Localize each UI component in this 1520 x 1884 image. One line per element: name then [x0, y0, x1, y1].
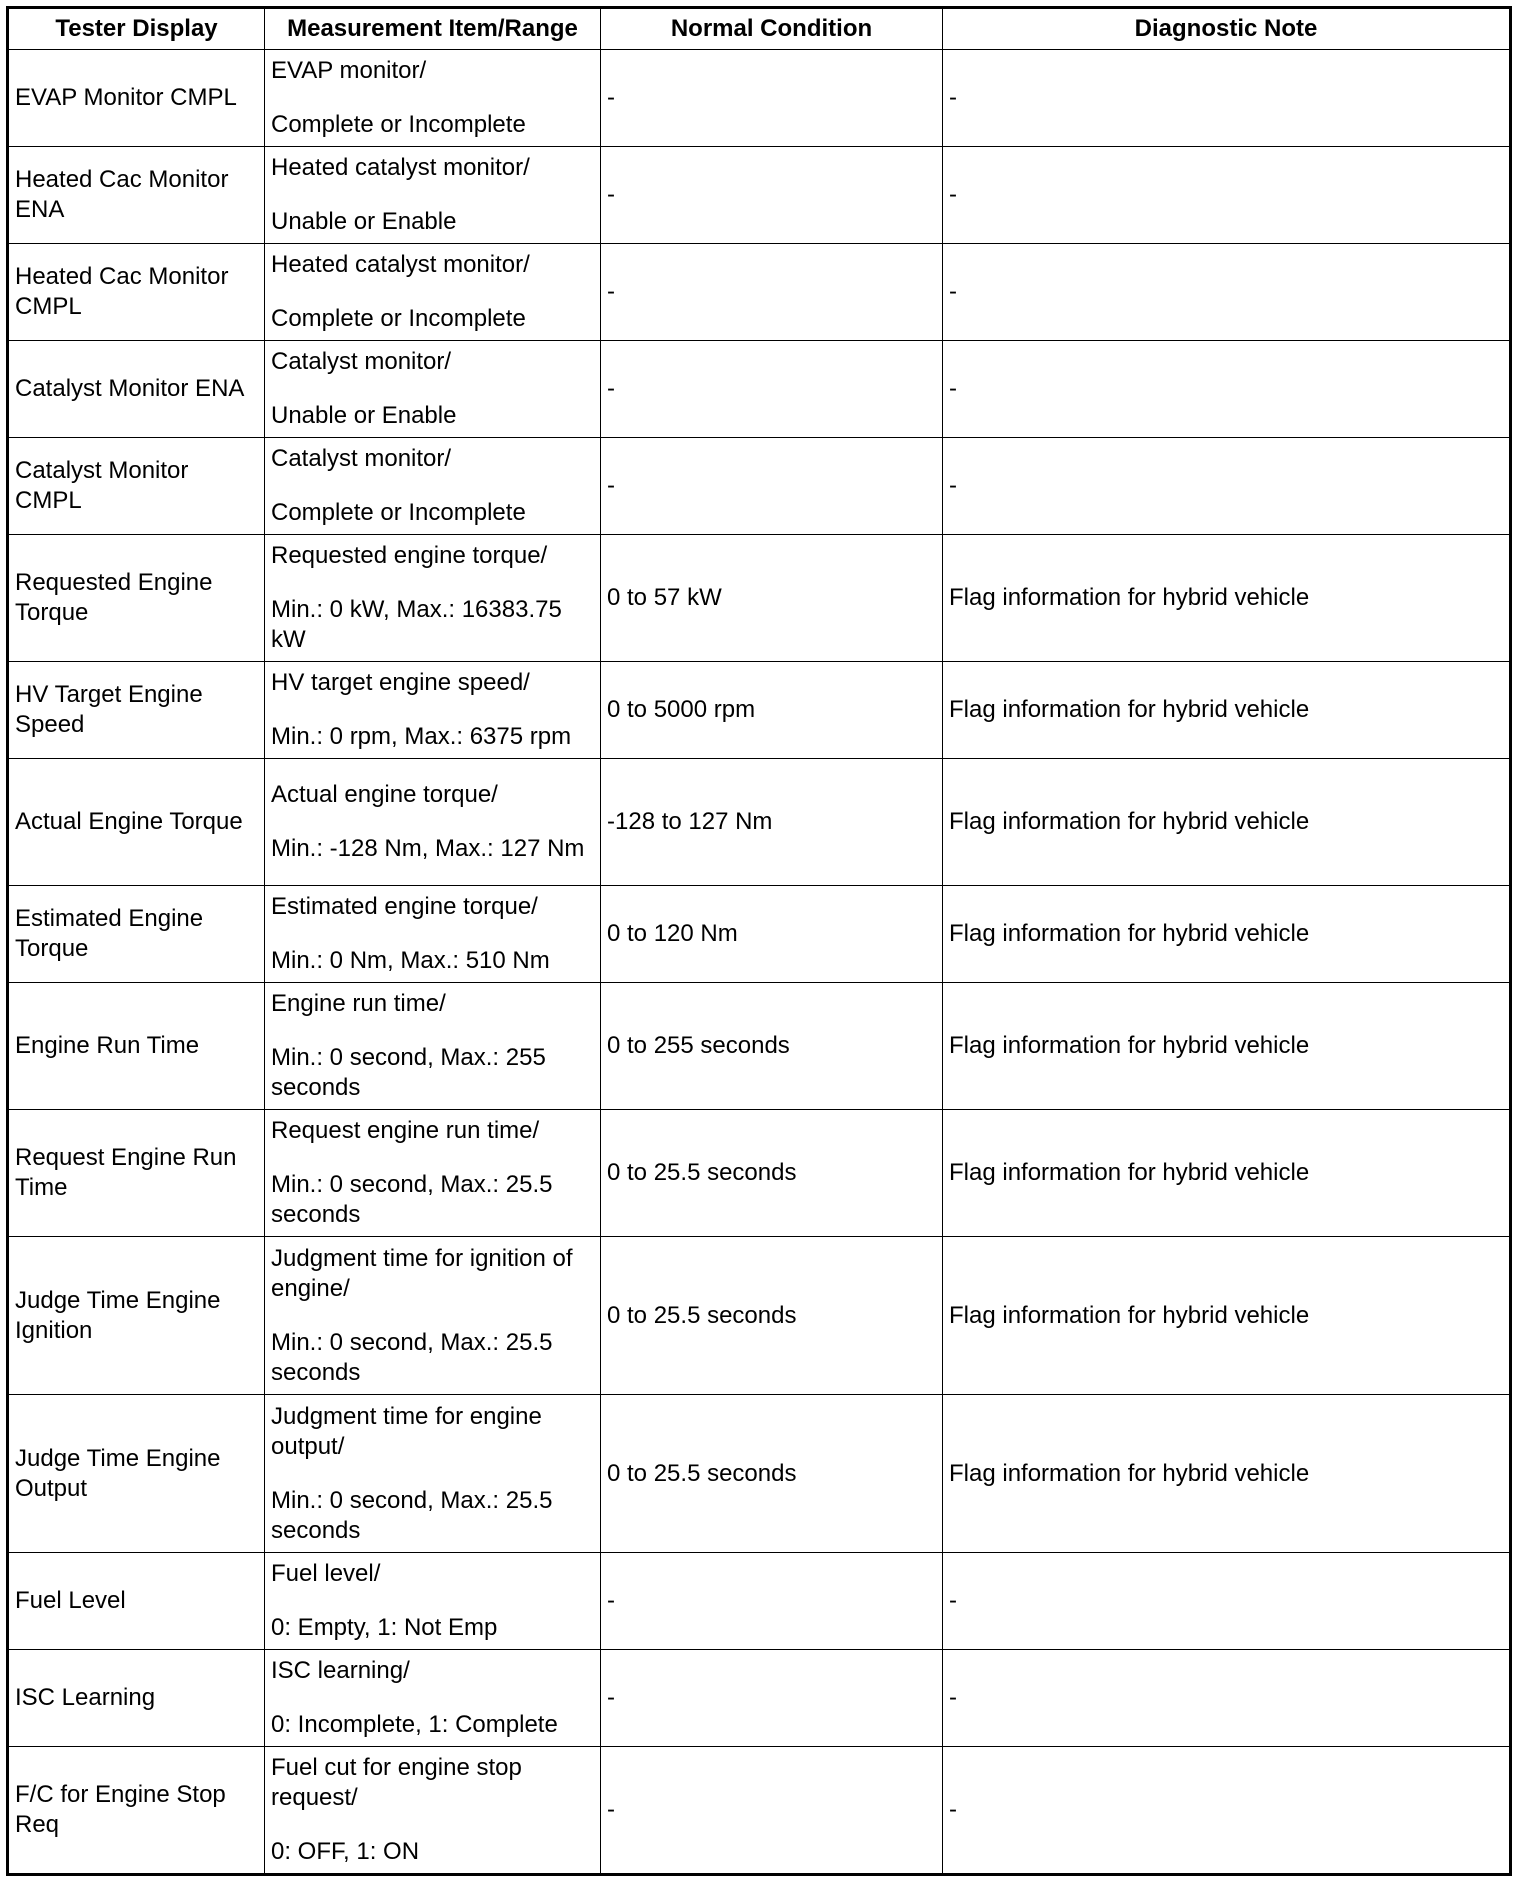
cell-diagnostic-note: -: [943, 244, 1511, 341]
cell-tester-display: Actual Engine Torque: [8, 759, 265, 886]
measurement-range: Min.: 0 second, Max.: 25.5 seconds: [271, 1328, 553, 1386]
cell-diagnostic-note: -: [943, 50, 1511, 147]
measurement-range: Unable or Enable: [271, 402, 457, 429]
cell-normal-condition: -: [601, 1747, 943, 1875]
cell-normal-condition: -: [601, 1553, 943, 1650]
table-row: [8, 983, 1511, 1110]
table-row: [8, 147, 1511, 244]
cell-tester-display: Heated Cac Monitor CMPL: [8, 244, 265, 341]
measurement-item: ISC learning/: [271, 1657, 410, 1684]
header-measurement-item-range: Measurement Item/Range: [265, 8, 601, 50]
cell-tester-display: Fuel Level: [8, 1553, 265, 1650]
cell-diagnostic-note: Flag information for hybrid vehicle: [943, 759, 1511, 886]
table-row: [8, 1553, 1511, 1650]
cell-diagnostic-note: Flag information for hybrid vehicle: [943, 535, 1511, 662]
cell-tester-display: Request Engine Run Time: [8, 1110, 265, 1237]
cell-normal-condition: 0 to 120 Nm: [601, 886, 943, 983]
cell-tester-display: Judge Time Engine Output: [8, 1395, 265, 1553]
cell-normal-condition: -128 to 127 Nm: [601, 759, 943, 886]
cell-tester-display: Heated Cac Monitor ENA: [8, 147, 265, 244]
measurement-item: Requested engine torque/: [271, 542, 548, 569]
cell-measurement: [265, 341, 601, 438]
cell-tester-display: ISC Learning: [8, 1650, 265, 1747]
cell-diagnostic-note: Flag information for hybrid vehicle: [943, 886, 1511, 983]
cell-measurement: [265, 1110, 601, 1237]
measurement-item: Heated catalyst monitor/: [271, 251, 530, 278]
table-row: [8, 244, 1511, 341]
cell-normal-condition: -: [601, 244, 943, 341]
data-list-table: [6, 6, 1512, 1876]
cell-tester-display: F/C for Engine Stop Req: [8, 1747, 265, 1875]
cell-diagnostic-note: -: [943, 1747, 1511, 1875]
cell-measurement: [265, 1395, 601, 1553]
cell-diagnostic-note: -: [943, 147, 1511, 244]
measurement-item: Estimated engine torque/: [271, 893, 538, 920]
table-row: [8, 1395, 1511, 1553]
cell-measurement: [265, 535, 601, 662]
header-diagnostic-note: Diagnostic Note: [943, 8, 1511, 50]
table-row: [8, 1110, 1511, 1237]
measurement-item: Fuel level/: [271, 1560, 381, 1587]
table-row: [8, 1237, 1511, 1395]
measurement-range: 0: OFF, 1: ON: [271, 1838, 420, 1865]
cell-normal-condition: 0 to 255 seconds: [601, 983, 943, 1110]
table-row: [8, 1747, 1511, 1875]
cell-tester-display: Requested Engine Torque: [8, 535, 265, 662]
header-normal-condition: Normal Condition: [601, 8, 943, 50]
measurement-item: Engine run time/: [271, 990, 446, 1017]
measurement-range: Complete or Incomplete: [271, 111, 526, 138]
measurement-range: Min.: 0 second, Max.: 255 seconds: [271, 1044, 546, 1101]
cell-normal-condition: 0 to 25.5 seconds: [601, 1237, 943, 1395]
cell-normal-condition: 0 to 25.5 seconds: [601, 1110, 943, 1237]
measurement-range: Min.: 0 second, Max.: 25.5 seconds: [271, 1486, 553, 1544]
cell-measurement: [265, 50, 601, 147]
cell-diagnostic-note: -: [943, 1553, 1511, 1650]
measurement-range: Min.: 0 kW, Max.: 16383.75 kW: [271, 596, 562, 653]
table-row: [8, 50, 1511, 147]
cell-tester-display: Catalyst Monitor CMPL: [8, 438, 265, 535]
table-row: [8, 341, 1511, 438]
cell-measurement: [265, 244, 601, 341]
cell-tester-display: Estimated Engine Torque: [8, 886, 265, 983]
cell-diagnostic-note: Flag information for hybrid vehicle: [943, 1110, 1511, 1237]
cell-normal-condition: 0 to 5000 rpm: [601, 662, 943, 759]
measurement-item: Request engine run time/: [271, 1117, 540, 1144]
header-tester-display: Tester Display: [8, 8, 265, 50]
cell-measurement: [265, 1650, 601, 1747]
measurement-item: Judgment time for engine output/: [271, 1402, 542, 1460]
cell-normal-condition: -: [601, 341, 943, 438]
cell-measurement: [265, 1747, 601, 1875]
table-row: [8, 662, 1511, 759]
cell-diagnostic-note: -: [943, 341, 1511, 438]
measurement-item: Fuel cut for engine stop request/: [271, 1754, 522, 1811]
measurement-range: 0: Empty, 1: Not Emp: [271, 1614, 498, 1641]
cell-diagnostic-note: Flag information for hybrid vehicle: [943, 662, 1511, 759]
cell-diagnostic-note: Flag information for hybrid vehicle: [943, 983, 1511, 1110]
measurement-item: Catalyst monitor/: [271, 348, 452, 375]
cell-diagnostic-note: Flag information for hybrid vehicle: [943, 1237, 1511, 1395]
table-row: [8, 886, 1511, 983]
measurement-range: Unable or Enable: [271, 208, 457, 235]
measurement-item: Actual engine torque/: [271, 781, 498, 808]
measurement-range: Min.: 0 second, Max.: 25.5 seconds: [271, 1171, 553, 1228]
cell-measurement: [265, 662, 601, 759]
cell-measurement: [265, 147, 601, 244]
cell-measurement: [265, 983, 601, 1110]
measurement-range: Min.: 0 Nm, Max.: 510 Nm: [271, 947, 550, 974]
measurement-range: Min.: 0 rpm, Max.: 6375 rpm: [271, 723, 572, 750]
measurement-item: EVAP monitor/: [271, 57, 427, 84]
table-row: [8, 759, 1511, 886]
table-row: [8, 438, 1511, 535]
measurement-item: HV target engine speed/: [271, 669, 530, 696]
cell-tester-display: EVAP Monitor CMPL: [8, 50, 265, 147]
cell-normal-condition: -: [601, 147, 943, 244]
cell-measurement: [265, 1237, 601, 1395]
cell-normal-condition: -: [601, 1650, 943, 1747]
table-header-row: [8, 8, 1511, 50]
cell-tester-display: Engine Run Time: [8, 983, 265, 1110]
cell-diagnostic-note: -: [943, 438, 1511, 535]
cell-measurement: [265, 759, 601, 886]
measurement-item: Heated catalyst monitor/: [271, 154, 530, 181]
measurement-item: Catalyst monitor/: [271, 445, 452, 472]
measurement-range: Complete or Incomplete: [271, 305, 526, 332]
table-row: [8, 1650, 1511, 1747]
cell-tester-display: Judge Time Engine Ignition: [8, 1237, 265, 1395]
cell-normal-condition: -: [601, 438, 943, 535]
cell-tester-display: HV Target Engine Speed: [8, 662, 265, 759]
table-row: [8, 535, 1511, 662]
measurement-range: Complete or Incomplete: [271, 499, 526, 526]
measurement-range: Min.: -128 Nm, Max.: 127 Nm: [271, 835, 585, 862]
cell-measurement: [265, 438, 601, 535]
cell-diagnostic-note: -: [943, 1650, 1511, 1747]
cell-tester-display: Catalyst Monitor ENA: [8, 341, 265, 438]
cell-normal-condition: -: [601, 50, 943, 147]
cell-measurement: [265, 1553, 601, 1650]
measurement-range: 0: Incomplete, 1: Complete: [271, 1711, 558, 1738]
cell-normal-condition: 0 to 57 kW: [601, 535, 943, 662]
cell-normal-condition: 0 to 25.5 seconds: [601, 1395, 943, 1553]
cell-diagnostic-note: Flag information for hybrid vehicle: [943, 1395, 1511, 1553]
cell-measurement: [265, 886, 601, 983]
measurement-item: Judgment time for ignition of engine/: [271, 1244, 573, 1302]
